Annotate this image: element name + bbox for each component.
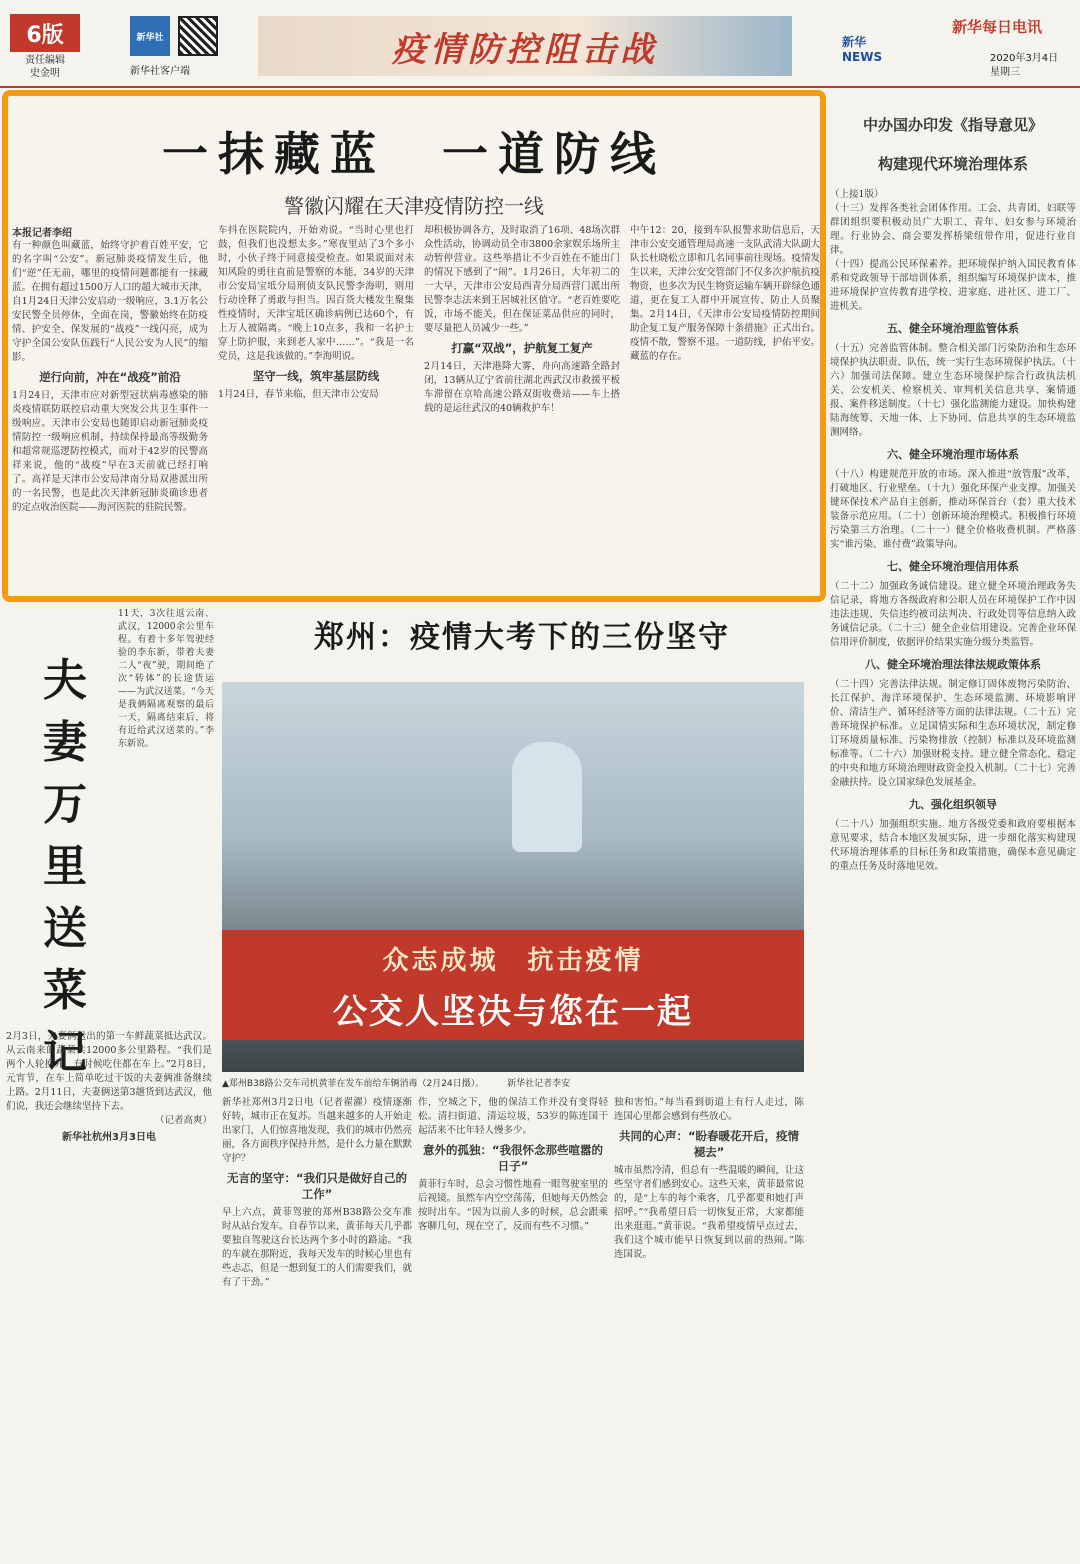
zhengzhou-paragraph: 作，空城之下，他的保洁工作并没有变得轻松。清扫街道、清运垃圾，53岁的陈连国干起活来不比年轻人慢多少。	[418, 1097, 608, 1136]
zhengzhou-headline: 郑州：疫情大考下的三份坚守	[314, 620, 730, 655]
zhengzhou-paragraph: 早上六点，黄菲驾驶的郑州B38路公交车准时从站台发车。自春节以来，黄菲每天几乎都要独自驾驶这台长达两个多小时的路途。“我的车就在那附近，我每天发车的时候心里也有些忐忑，但是一想到复工的人们需要我们，就有了干劲。”	[222, 1207, 412, 1288]
right-title-line-2: 构建现代环境治理体系	[877, 155, 1028, 173]
caption-text: ▲郑州B38路公交车司机黄菲在发车前给车辆消毒（2月24日摄）。	[222, 1079, 485, 1089]
right-section-heading: 七、健全环境治理信用体系	[887, 560, 1019, 573]
section-banner: 疫情防控阻击战	[258, 16, 792, 76]
editor-name: 史金明	[30, 68, 60, 79]
right-section-heading: 六、健全环境治理市场体系	[887, 448, 1019, 461]
zhengzhou-column-1	[222, 1096, 412, 1558]
xinhua-app-logo	[130, 16, 170, 56]
zhengzhou-paragraph: 新华社郑州3月2日电（记者翟濯）疫情逐渐好转，城市正在复苏。当越来越多的人开始走出家门，人们惊喜地发现，我们的城市仍然亮丽，各方面秩序保持井然，是什么力量在默默守护？	[222, 1097, 412, 1164]
lead-column-4	[630, 224, 820, 598]
couple-paragraph: 2月3日，夫妻俩送出的第一车鲜蔬菜抵达武汉。从云南来的蔬菜共12000多公里路程。“我们是两个人轮换开，有时候吃住都在车上。”2月8日，元宵节，在车上简单吃过干饭的夫妻俩准备继续上路。2月11日，夫妻俩送第3趟货到达武汉，他们说，我还会继续坚持下去。	[6, 1031, 212, 1112]
bus-banner	[222, 930, 804, 1040]
lead-byline: 本报记者李绍	[12, 228, 72, 239]
lead-column-2	[218, 224, 414, 598]
client-label: 新华社客户端	[130, 66, 190, 77]
couple-story-title: 夫妻万里送菜记	[43, 655, 87, 1078]
lead-subheading-1: 逆行向前，冲在“战疫”前沿	[39, 370, 181, 384]
bus-banner-line-2: 公交人坚决与您在一起	[333, 992, 693, 1032]
issue-date	[990, 52, 1058, 80]
zhengzhou-paragraph: 独和害怕。”每当看到街道上有行人走过，陈连国心里都会感到有些放心。	[614, 1097, 804, 1122]
page-number: 6版	[10, 14, 80, 52]
right-paragraph: （十三）发挥各类社会团体作用。工会、共青团、妇联等群团组织要积极动员广大职工、青年、妇女参与环境治理。行业协会、商会要发挥桥梁纽带作用，促进行业自律。	[830, 203, 1076, 256]
right-section-heading: 八、健全环境治理法律法规政策体系	[865, 658, 1041, 671]
lead-subhead: 警徽闪耀在天津疫情防控一线	[284, 194, 544, 218]
editor-info	[10, 54, 80, 80]
lead-paragraph: 却积极协调各方，及时取消了16项、48场次群众性活动，协调动员全市3800余家娱乐场所主动暂停营业。这些举措让不少百姓在不能出门的情况下感到了“闹”。1月26日，大年初二的一大早，天津市公安局西青分局西营门派出所民警李志法来到王居城社区值守。“老百姓要吃饭，市场不能关，但在保证菜品供应的同时，要尽量把人员减少一些。”	[424, 225, 620, 334]
photo-caption	[222, 1076, 804, 1089]
couple-dateline: 新华社杭州3月3日电	[62, 1132, 156, 1143]
right-paragraph: （二十八）加强组织实施。地方各级党委和政府要根据本意见要求，结合本地区发展实际，进一步细化落实构建现代环境治理体系的目标任务和政策措施，确保本意见确定的重点任务及时落地见效。	[830, 819, 1076, 872]
couple-paragraph: 11天，3次往返云南、武汉，12000余公里车程。有着十多年驾驶经验的李东新，带着夫妻二人“夜”驶，期间绝了次“转体”的长途货运——为武汉送菜。“今天是我俩隔离观察的最后一天，隔离结束后，将有近给武汉送菜的。”李东新说。	[118, 609, 214, 749]
lead-paragraph: 藏蓝的存在。	[630, 351, 688, 362]
zhengzhou-subheading-3: 共同的心声：“盼春暖花开后，疫情褪去”	[618, 1129, 800, 1159]
couple-byline: （记者高爽）	[154, 1115, 212, 1126]
lead-column-1	[12, 224, 208, 598]
right-column-article	[830, 96, 1076, 1556]
zhengzhou-subheading-1: 无言的坚守：“我们只是做好自己的工作”	[226, 1171, 408, 1201]
right-paragraph: （十八）构建规范开放的市场。深入推进“放管服”改革，打破地区、行业壁垒。（十九）强化环保产业支撑。加强关键环保技术产品自主创新，推动环保首台（套）重大技术装备示范应用。（二十）创新环境治理模式。积极推行环境污染第三方治理。（二十一）健全价格收费机制。严格落实“谁污染、谁付费”政策导向。	[830, 469, 1076, 550]
zhengzhou-column-2	[418, 1096, 608, 1558]
lead-paragraph: 中午12：20，接到车队报警求助信息后，天津市公安交通管理局高速一支队武清大队副大队长杜晓松立即和几名同事前往现场。疫情发生以来，天津公安交管部门不仅多次护航抗疫物资，也多次为民生物资运输车辆开辟绿色通道，更在复工人群中开展宣传、防止人员聚集。2月14日，《天津市公安局疫情防控期间助企复工复产服务保障十条措施》正式出台。疫情不散，警察不退。一道防线，护佑平安。	[630, 225, 820, 348]
lead-column-3	[424, 224, 620, 598]
date-text: 2020年3月4日	[990, 53, 1059, 64]
right-section-heading: 九、强化组织领导	[909, 798, 997, 811]
masthead	[0, 0, 1080, 88]
lead-paragraph: 1月24日，春节来临，但天津市公安局	[218, 389, 379, 400]
continued-note: （上接1版）	[830, 189, 884, 200]
right-paragraph: （十四）提高公民环保素养。把环境保护纳入国民教育体系和党政领导干部培训体系，组织编写环境保护读本，推进环境保护宣传教育进学校、进家庭、进社区、进工厂、进机关。	[830, 259, 1076, 312]
xinhua-news-logo: 新华NEWS	[842, 34, 883, 64]
right-title-line-1: 中办国办印发《指导意见》	[862, 116, 1043, 134]
right-paragraph: （十五）完善监管体制。整合相关部门污染防治和生态环境保护执法职责、队伍，统一实行生态环境保护执法。（十六）加强司法保障。建立生态环境保护综合行政执法机关、公安机关、检察机关、审判机关信息共享、案情通报、案件移送制度。（十七）强化监测能力建设。加快构建陆海统筹、天地一体、上下协同、信息共享的生态环境监测网络。	[830, 343, 1076, 438]
zhengzhou-paragraph: 黄菲行车时，总会习惯性地看一眼驾驶室里的后视镜。虽然车内空空荡荡，但她每天仍然会按时出车。“因为以前人多的时候，总会跟乘客聊几句，现在空了，反而有些不习惯。”	[418, 1179, 608, 1232]
zhengzhou-paragraph: 城市虽然冷清，但总有一些温暖的瞬间，让这些坚守者们感到安心。这些天来，黄菲最常说的，是“上车的每个乘客，几乎都要和她打声招呼。”“我希望日后一切恢复正常，大家都能出来逛逛。”黄菲说。“我希望疫情早点过去，我们这个城市能早日恢复到以前的热闹。”陈连国说。	[614, 1165, 804, 1260]
lead-paragraph: 2月14日，天津港降大雾，舟向高速路全路封闭，13辆从辽宁省前往湖北西武汉市救援平板车滞留在京哈高速公路双街收费站——车上搭载的是运往武汉的40辆救护车！	[424, 361, 620, 414]
bus-driver-photo	[222, 682, 804, 1072]
bus-banner-line-1: 众志成城 抗击疫情	[382, 946, 644, 976]
right-section-heading: 五、健全环境治理监管体系	[887, 322, 1019, 335]
app-logo-text: 新华社	[136, 32, 164, 43]
lead-subheading-2: 坚守一线，筑牢基层防线	[252, 369, 380, 383]
lead-headline: 一抹藏蓝 一道防线	[162, 127, 666, 181]
driver-figure	[512, 742, 582, 852]
weekday-text: 星期三	[990, 67, 1020, 78]
couple-story-column-top	[118, 608, 214, 1028]
editor-label: 责任编辑	[25, 55, 65, 66]
photo-credit: 新华社记者李安	[507, 1079, 571, 1089]
lead-paragraph: 有一种颜色叫藏蓝，始终守护着百姓平安，它的名字叫“公安”。新冠肺炎疫情发生后，他们“逆”任无前，哪里的疫情问题都能有一抹藏蓝。在拥有超过1500万人口的超大城市天津，自1月24日天津公安启动一级响应，3.1万名公安民警全员停休，全面在岗，警徽始终在防疫情、护安全、保发展的“战疫”一线闪亮，成为守护全国公安队伍践行“人民公安为人民”的缩影。	[12, 240, 208, 363]
lead-paragraph: 1月24日，天津市应对新型冠状病毒感染的肺炎疫情联防联控启动重大突发公共卫生事件一级响应。天津市公安局也随即启动新冠肺炎疫情防控一级响应机制，持续保持最高等级勤务和超常规巡逻防控模式，而对于42岁的民警高祥来说，他的“战疫”早在3天前就已经打响了。高祥是天津市公安局津南分局双港派出所的一名民警，也是此次天津新冠肺炎确诊患者的定点收治医院——海河医院的驻院民警。	[12, 390, 208, 513]
right-paragraph: （二十二）加强政务诚信建设。建立健全环境治理政务失信记录，将地方各级政府和公职人员在环境保护工作中因违法违规、失信违约被司法判决、行政处罚等信息纳入政务诚信记录。（二十三）健全企业信用建设。完善企业环保信用评价制度，依据评价结果实施分级分类监管。	[830, 581, 1076, 648]
newspaper-brand: 新华每日电讯	[952, 18, 1043, 36]
zhengzhou-subheading-2: 意外的孤独：“我很怀念那些喧嚣的日子”	[422, 1143, 604, 1173]
zhengzhou-column-3	[614, 1096, 804, 1558]
lead-paragraph: 车抖在医院院内，开始劝说。“当时心里也打鼓，但我们也没想太多。”寒夜里站了3个多小时，小伙子终于同意接受检查。如果说面对未知风险的勇往直前是警察的本能，34岁的天津市公安局宝坻分局刑侦支队民警李海明，则用行动诠释了勇敢与担当。因百货大楼发生聚集性疫情时，天津宝坻区确诊病例已达60个，有上万人被隔离。“晚上10点多，我和一名护士穿上防护服，来到老人家中……”。“我是一名党员，这是我该做的。”李海明说。	[218, 225, 414, 362]
lead-story-box	[2, 90, 826, 602]
lead-subheading-3: 打赢“双战”，护航复工复产	[451, 341, 593, 355]
couple-story-column-bottom	[6, 1030, 212, 1550]
qr-code-icon	[178, 16, 218, 56]
right-paragraph: （二十四）完善法律法规。制定修订固体废物污染防治、长江保护、海洋环境保护、生态环境监测、环境影响评价、清洁生产、循环经济等方面的法律法规。（二十五）完善环境保护标准。立足国情实际和生态环境状况，制定修订环境质量标准、污染物排放（控制）标准以及环境监测标准等。（二十六）加强财税支持。建立健全常态化、稳定的中央和地方环境治理财政资金投入机制。（二十七）完善金融扶持。设立国家绿色发展基金。	[830, 679, 1076, 788]
